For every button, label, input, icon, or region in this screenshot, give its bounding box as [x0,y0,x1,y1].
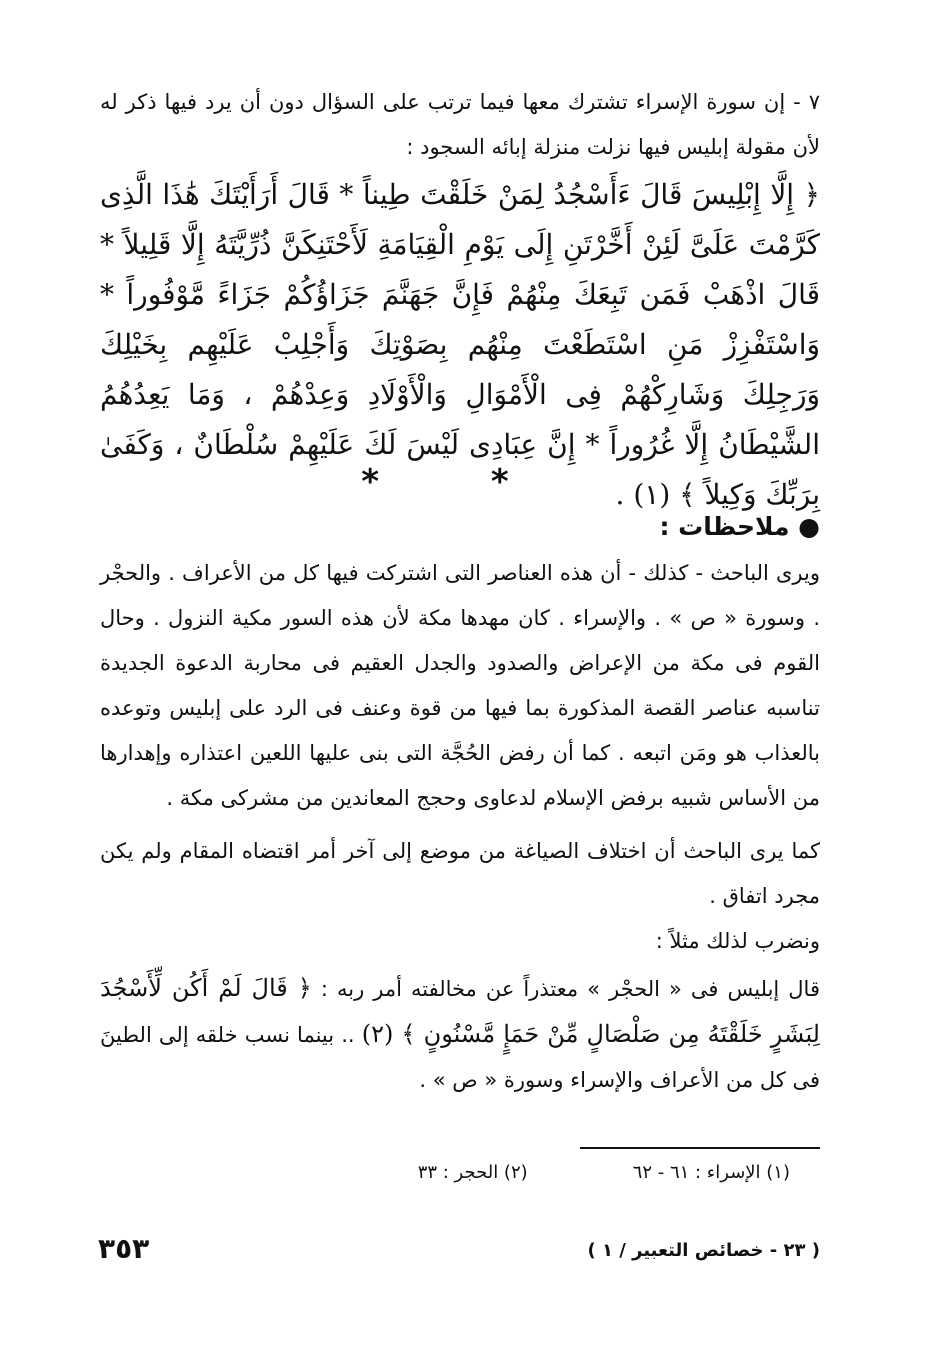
notes-section [100,512,820,1103]
p4-start: قال إبليس فى « الحجْر » معتذراً عن مخالفته أمر ربه : [311,977,820,1001]
notes-paragraph-3: ونضرب لذلك مثلاً : [655,929,820,953]
page-footer [98,1232,820,1265]
notes-heading: ● ملاحظات : [659,512,820,541]
footnote-divider [580,1147,820,1149]
notes-paragraph-1: ويرى الباحث - كذلك - أن هذه العناصر التى اشتركت فيها كل من الأعراف . والحجْر . وسورة « ص » . والإسراء . كان مهدها مكة لأن هذه السور مكية النزول . وحال القوم فى مكة من الإعراض والصدود والجدل العقيم فى محاربة الدعوة الجديدة تناسبه عناصر القصة المذكورة بما فيها من قوة وعنف فى الرد على إبليس وتوعده بالعذاب هو ومَن اتبعه . كما أن رفض الحُجَّة التى بنى عليها اللعين اعتذاره وإهدارها من الأساس شبيه برفض الإسلام لدعاوى وحجج المعاندين من مشركى مكة . [100,561,820,810]
signature-mark: ( ٢٣ - خصائص التعبير / ١ ) [587,1240,820,1261]
page-number: ٣٥٣ [98,1232,150,1265]
notes-paragraph-2: كما يرى الباحث أن اختلاف الصياغة من موضع إلى آخر أمر اقتضاه المقام ولم يكن مجرد اتفاق . [100,839,820,908]
section-7 [100,80,820,520]
quran-verse-hijr: ﴿ قَالَ لَمْ أَكُن لِّأَسْجُدَ لِبَشَرٍ خَلَقْتَهُ مِن صَلْصَالٍ مِّنْ حَمَإٍ مَّسْنُونٍ ﴾ (٢) [100,974,820,1048]
p4-end: .. بينما نسب خلقه إلى الطينَ فى كل من الأعراف والإسراء وسورة « ص » . [100,1023,820,1092]
quran-verse-isra: ﴿ إِلَّا إِبْلِيسَ قَالَ ءَأَسْجُدُ لِمَنْ خَلَقْتَ طِيناً * قَالَ أَرَأَيْتَكَ هَٰذَا الَّذِى كَرَّمْتَ عَلَىَّ لَئِنْ أَخَّرْتَنِ إِلَى يَوْمِ الْقِيَامَةِ لَأَحْتَنِكَنَّ ذُرِّيَّتَهُ إِلَّا قَلِيلاً * قَالَ اذْهَبْ فَمَن تَبِعَكَ مِنْهُمْ فَإِنَّ جَهَنَّمَ جَزَاؤُكُمْ جَزَاءً مَّوْفُوراً * وَاسْتَفْزِزْ مَنِ اسْتَطَعْتَ مِنْهُم بِصَوْتِكَ وَأَجْلِبْ عَلَيْهِم بِخَيْلِكَ وَرَجِلِكَ وَشَارِكْهُمْ فِى الْأَمْوَالِ وَالْأَوْلَادِ وَعِدْهُمْ ، وَمَا يَعِدُهُمُ الشَّيْطَانُ إِلَّا غُرُوراً * إِنَّ عِبَادِى لَيْسَ لَكَ عَلَيْهِمْ سُلْطَانٌ ، وَكَفَىٰ بِرَبِّكَ وَكِيلاً ﴾ (١) . [100,178,820,511]
notes-paragraph-4 [100,966,820,1103]
footnote-2: (٢) الحجر : ٣٣ [417,1162,528,1183]
separator-stars: * * [361,462,559,502]
footnote-1: (١) الإسراء : ٦١ - ٦٢ [632,1162,790,1183]
section-7-intro: ٧ - إن سورة الإسراء تشترك معها فيما ترتب على السؤال دون أن يرد فيها ذكر له لأن مقولة إبليس فيها نزلت منزلة إبائه السجود : [100,90,820,159]
footnotes [100,1162,820,1183]
book-page [100,80,820,1310]
